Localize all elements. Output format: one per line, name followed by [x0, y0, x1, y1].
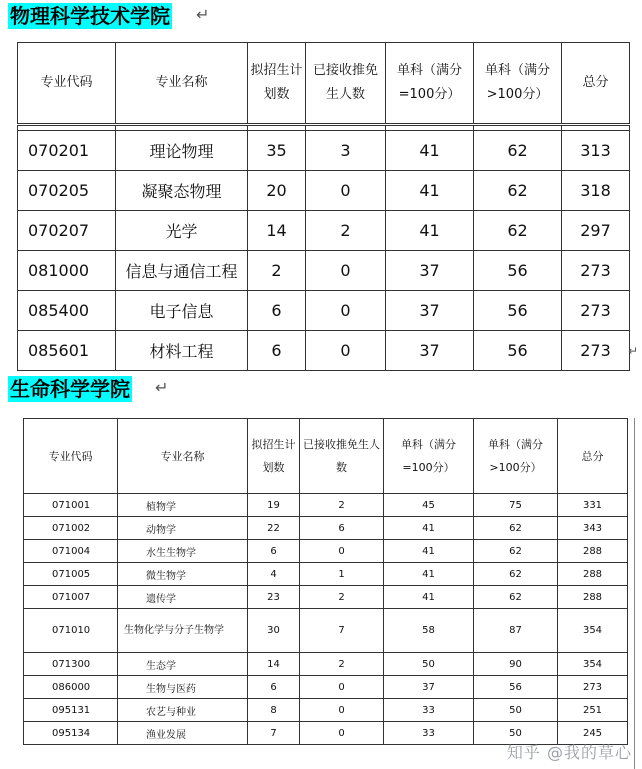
- cell-plan: 8: [248, 699, 300, 722]
- cell-code: 085400: [18, 291, 116, 331]
- table-header-row: [18, 43, 630, 125]
- cell-recommended: 3: [306, 131, 386, 171]
- cell-recommended: 2: [300, 586, 384, 609]
- table-row: [18, 251, 630, 291]
- header-name: 专业名称: [116, 43, 248, 125]
- cell-single-100: 41: [384, 540, 474, 563]
- cell-plan: 14: [248, 211, 306, 251]
- cell-code: 071005: [24, 563, 118, 586]
- cell-single-100: 50: [384, 653, 474, 676]
- cell-single-100: 41: [384, 586, 474, 609]
- cell-recommended: 0: [300, 699, 384, 722]
- cell-plan: 23: [248, 586, 300, 609]
- cell-code: 095134: [24, 722, 118, 745]
- cell-name: 信息与通信工程: [116, 251, 248, 291]
- table-row: [18, 131, 630, 171]
- cell-total: 245: [558, 722, 628, 745]
- cell-name: 凝聚态物理: [116, 171, 248, 211]
- cell-recommended: 2: [300, 494, 384, 517]
- cell-recommended: 2: [306, 211, 386, 251]
- cell-name: 理论物理: [116, 131, 248, 171]
- cell-total: 354: [558, 609, 628, 653]
- cell-code: 071004: [24, 540, 118, 563]
- cell-total: 288: [558, 540, 628, 563]
- cell-name: 生态学: [118, 653, 248, 676]
- cell-plan: 35: [248, 131, 306, 171]
- cell-name: 生物化学与分子生物学: [118, 609, 248, 653]
- cell-total: 273: [558, 676, 628, 699]
- cell-name: 渔业发展: [118, 722, 248, 745]
- cell-single-over100: 62: [474, 540, 558, 563]
- header-single-over100: 单科（满分>100分）: [474, 43, 562, 125]
- cell-plan: 30: [248, 609, 300, 653]
- table-row: [24, 586, 628, 609]
- header-total: 总分: [562, 43, 630, 125]
- table-row: [18, 331, 630, 371]
- paragraph-mark-icon: ↵: [628, 344, 639, 358]
- cell-total: 318: [562, 171, 630, 211]
- cell-recommended: 0: [306, 251, 386, 291]
- table-row: [24, 699, 628, 722]
- cell-plan: 19: [248, 494, 300, 517]
- cell-total: 273: [562, 331, 630, 371]
- cell-total: 354: [558, 653, 628, 676]
- header-plan: 拟招生计划数: [248, 43, 306, 125]
- cell-recommended: 0: [300, 722, 384, 745]
- table-row: [24, 540, 628, 563]
- table-row: [18, 291, 630, 331]
- section2-title: 生命科学学院: [10, 377, 130, 401]
- cell-total: 273: [562, 251, 630, 291]
- paragraph-mark-icon: ↵: [155, 378, 169, 397]
- cell-single-over100: 62: [474, 517, 558, 540]
- paragraph-mark-icon: ↵: [196, 5, 210, 24]
- cell-recommended: 0: [300, 540, 384, 563]
- cell-recommended: 0: [306, 331, 386, 371]
- cell-single-over100: 62: [474, 586, 558, 609]
- cell-name: 植物学: [118, 494, 248, 517]
- cell-single-100: 41: [384, 517, 474, 540]
- header-code: 专业代码: [24, 419, 118, 494]
- cell-total: 297: [562, 211, 630, 251]
- cell-code: 081000: [18, 251, 116, 291]
- cell-single-100: 37: [386, 291, 474, 331]
- cell-plan: 2: [248, 251, 306, 291]
- cell-single-over100: 56: [474, 676, 558, 699]
- header-recommended: 已接收推免生人数: [306, 43, 386, 125]
- cell-single-100: 37: [384, 676, 474, 699]
- table-row: [24, 517, 628, 540]
- cell-plan: 6: [248, 540, 300, 563]
- cell-single-100: 41: [386, 171, 474, 211]
- cell-single-over100: 50: [474, 699, 558, 722]
- cell-single-100: 41: [386, 211, 474, 251]
- table-row: [18, 171, 630, 211]
- cell-plan: 14: [248, 653, 300, 676]
- cell-name: 材料工程: [116, 331, 248, 371]
- cell-total: 273: [562, 291, 630, 331]
- cell-recommended: 2: [300, 653, 384, 676]
- header-single-over100: 单科（满分>100分）: [474, 419, 558, 494]
- cell-plan: 4: [248, 563, 300, 586]
- section1-title: 物理科学技术学院: [10, 4, 170, 28]
- table-row: [24, 563, 628, 586]
- cell-single-100: 37: [386, 331, 474, 371]
- cell-code: 095131: [24, 699, 118, 722]
- cell-single-100: 33: [384, 722, 474, 745]
- table-row: [24, 494, 628, 517]
- cell-plan: 6: [248, 331, 306, 371]
- header-single-100: 单科（满分=100分）: [384, 419, 474, 494]
- cell-code: 071007: [24, 586, 118, 609]
- cell-code: 085601: [18, 331, 116, 371]
- header-code: 专业代码: [18, 43, 116, 125]
- header-name: 专业名称: [118, 419, 248, 494]
- cell-name: 电子信息: [116, 291, 248, 331]
- cell-single-100: 58: [384, 609, 474, 653]
- cell-total: 313: [562, 131, 630, 171]
- cell-name: 动物学: [118, 517, 248, 540]
- table-row: [24, 676, 628, 699]
- table-header-row: [24, 419, 628, 494]
- header-total: 总分: [558, 419, 628, 494]
- cell-plan: 22: [248, 517, 300, 540]
- cell-name: 水生生物学: [118, 540, 248, 563]
- cell-name: 农艺与种业: [118, 699, 248, 722]
- cell-recommended: 0: [306, 291, 386, 331]
- cell-single-over100: 62: [474, 131, 562, 171]
- header-plan: 拟招生计划数: [248, 419, 300, 494]
- table-row: [24, 653, 628, 676]
- cell-single-over100: 87: [474, 609, 558, 653]
- cell-name: 光学: [116, 211, 248, 251]
- cell-single-100: 37: [386, 251, 474, 291]
- cell-recommended: 7: [300, 609, 384, 653]
- cell-single-over100: 56: [474, 251, 562, 291]
- cell-single-100: 41: [386, 131, 474, 171]
- cell-recommended: 1: [300, 563, 384, 586]
- cell-name: 遗传学: [118, 586, 248, 609]
- cell-code: 070207: [18, 211, 116, 251]
- cell-single-over100: 56: [474, 291, 562, 331]
- cell-code: 071001: [24, 494, 118, 517]
- header-recommended: 已接收推免生人数: [300, 419, 384, 494]
- cell-code: 070205: [18, 171, 116, 211]
- cell-total: 343: [558, 517, 628, 540]
- cell-total: 251: [558, 699, 628, 722]
- cell-recommended: 6: [300, 517, 384, 540]
- cell-plan: 20: [248, 171, 306, 211]
- cell-total: 331: [558, 494, 628, 517]
- cell-total: 288: [558, 586, 628, 609]
- table-row: [24, 609, 628, 653]
- cell-single-over100: 56: [474, 331, 562, 371]
- cell-total: 288: [558, 563, 628, 586]
- cell-single-over100: 75: [474, 494, 558, 517]
- cell-recommended: 0: [300, 676, 384, 699]
- cell-single-over100: 62: [474, 211, 562, 251]
- cell-code: 071002: [24, 517, 118, 540]
- cell-plan: 6: [248, 291, 306, 331]
- life-science-admission-table: [23, 418, 628, 745]
- cell-single-100: 41: [384, 563, 474, 586]
- cell-name: 微生物学: [118, 563, 248, 586]
- watermark: 知乎 @我的草心: [506, 743, 632, 762]
- cell-plan: 6: [248, 676, 300, 699]
- cell-code: 070201: [18, 131, 116, 171]
- cell-name: 生物与医药: [118, 676, 248, 699]
- cell-single-100: 45: [384, 494, 474, 517]
- physics-admission-table: [17, 42, 630, 371]
- cell-code: 086000: [24, 676, 118, 699]
- cell-single-over100: 50: [474, 722, 558, 745]
- cell-single-100: 33: [384, 699, 474, 722]
- table-row: [18, 211, 630, 251]
- header-single-100: 单科（满分=100分）: [386, 43, 474, 125]
- cell-code: 071010: [24, 609, 118, 653]
- cell-code: 071300: [24, 653, 118, 676]
- cell-single-over100: 90: [474, 653, 558, 676]
- cell-recommended: 0: [306, 171, 386, 211]
- cell-single-over100: 62: [474, 563, 558, 586]
- cell-plan: 7: [248, 722, 300, 745]
- cell-single-over100: 62: [474, 171, 562, 211]
